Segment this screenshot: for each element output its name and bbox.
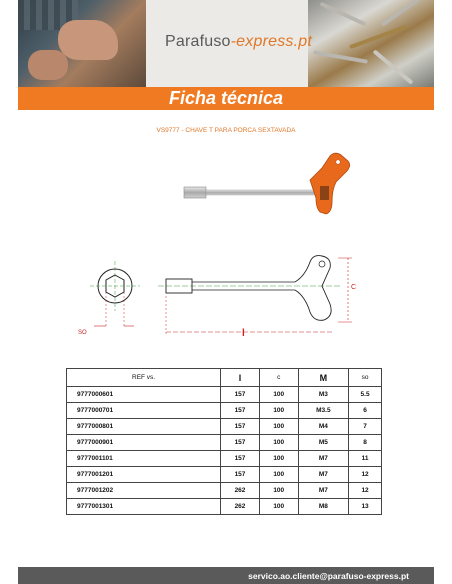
table-row [67,419,382,435]
cell-m: M3.5 [298,403,349,419]
cell-ref: 9777001201 [67,467,221,483]
workshop-photo [18,0,146,87]
table-row [67,483,382,499]
cell-so: 7 [349,419,382,435]
col-c: c [259,369,298,387]
cell-m: M3 [298,387,349,403]
cell-c: 100 [259,419,298,435]
label-c: C [351,284,357,291]
cell-m: M5 [298,435,349,451]
cell-so: 5.5 [349,387,382,403]
cell-m: M7 [298,483,349,499]
page-title: Ficha técnica [18,87,434,110]
table-row [67,435,382,451]
cell-ref: 9777000601 [67,387,221,403]
footer-bar [18,567,434,584]
cell-m: M7 [298,467,349,483]
hex-socket-front-view [78,261,140,336]
col-ref: REF vs. [67,369,221,387]
cell-ref: 9777001101 [67,451,221,467]
cell-c: 100 [259,467,298,483]
spec-table [66,368,382,515]
cell-l: 262 [221,499,260,515]
cell-l: 157 [221,435,260,451]
contact-email-link[interactable]: servico.ao.cliente@parafuso-express.pt [248,571,409,581]
cell-m: M4 [298,419,349,435]
cell-ref: 9777001301 [67,499,221,515]
cell-l: 157 [221,403,260,419]
technical-drawing [70,246,370,346]
table-row [67,403,382,419]
cell-c: 100 [259,499,298,515]
cell-so: 12 [349,483,382,499]
table-row [67,451,382,467]
label-so: SO [78,330,87,336]
cell-m: M7 [298,451,349,467]
cell-l: 157 [221,419,260,435]
cell-l: 157 [221,467,260,483]
cell-c: 100 [259,451,298,467]
cell-c: 100 [259,387,298,403]
cell-l: 157 [221,451,260,467]
cell-ref: 9777001202 [67,483,221,499]
cell-ref: 9777000901 [67,435,221,451]
table-row [67,387,382,403]
cell-ref: 9777000701 [67,403,221,419]
cell-so: 12 [349,467,382,483]
col-l: l [221,369,260,387]
cell-l: 157 [221,387,260,403]
cell-l: 262 [221,483,260,499]
product-photo [170,150,360,240]
brand-logo: Parafuso-express.pt [165,33,312,50]
screws-photo [308,0,434,87]
side-view [158,256,356,339]
table-row [67,499,382,515]
cell-so: 6 [349,403,382,419]
cell-so: 8 [349,435,382,451]
table-row [67,467,382,483]
col-so: so [349,369,382,387]
table-header-row [67,369,382,387]
cell-ref: 9777000801 [67,419,221,435]
label-l: l [242,328,245,339]
cell-c: 100 [259,403,298,419]
product-title: VS9777 - CHAVE T PARA PORCA SEXTAVADA [156,127,296,134]
cell-so: 11 [349,451,382,467]
cell-m: M8 [298,499,349,515]
cell-c: 100 [259,435,298,451]
col-m: M [298,369,349,387]
cell-so: 13 [349,499,382,515]
cell-c: 100 [259,483,298,499]
